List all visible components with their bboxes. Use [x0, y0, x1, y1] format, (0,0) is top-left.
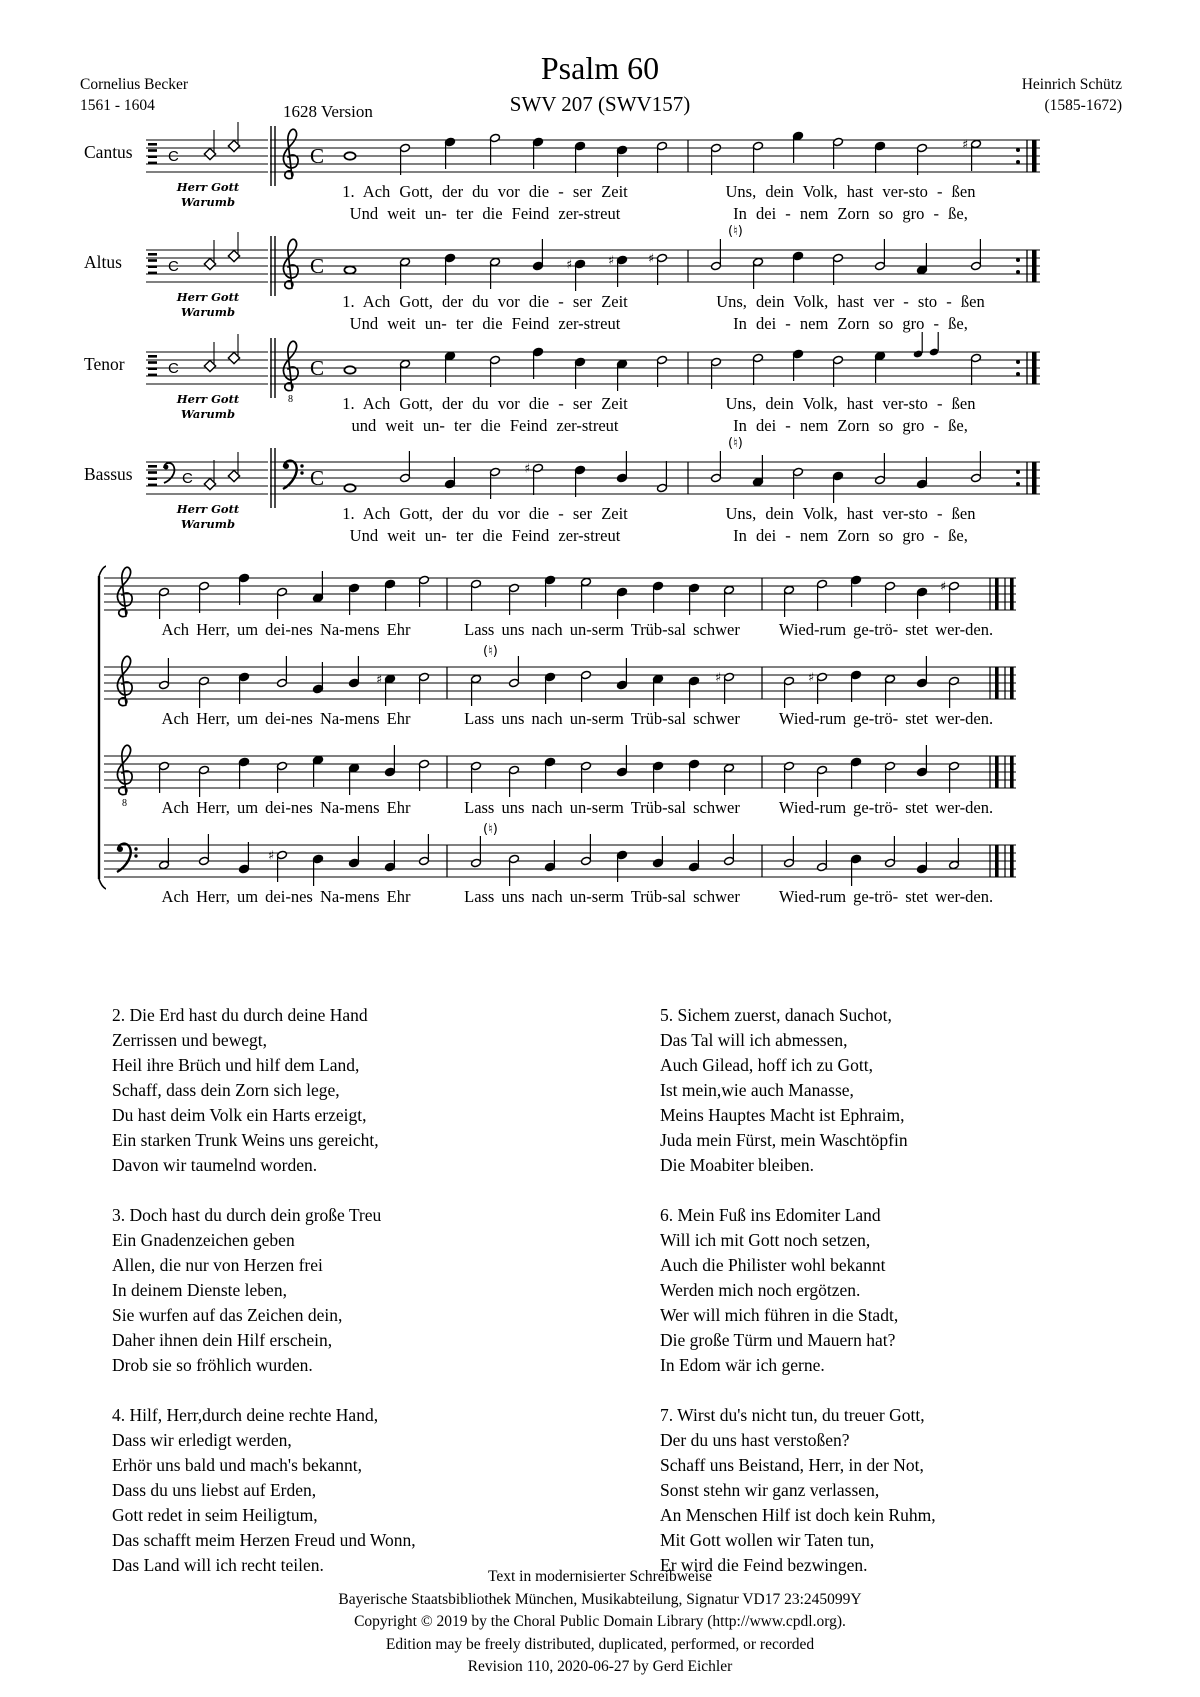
- sharp-icon: ♯: [715, 669, 722, 685]
- note-icon: [875, 453, 886, 485]
- sharp-icon: ♯: [808, 669, 815, 685]
- note-icon: [875, 239, 886, 271]
- note-icon: [724, 834, 735, 866]
- note-icon: [833, 355, 844, 387]
- note-icon: [653, 674, 664, 706]
- page-subtitle: SWV 207 (SWV157): [509, 92, 691, 116]
- verse-line: An Menschen Hilf ist doch kein Ruhm,: [660, 1505, 936, 1525]
- note-icon: [784, 836, 795, 868]
- voice-label: Tenor: [84, 354, 125, 374]
- lyric-segment: Ach Herr, um dei-nes Na-mens Ehr: [161, 887, 411, 906]
- lyric-segment: und weit un- ter die Feind zer-streut: [351, 416, 619, 435]
- note-icon: [419, 759, 430, 791]
- verse-line: Das schafft meim Herzen Freud und Wonn,: [112, 1530, 416, 1550]
- note-icon: [471, 579, 482, 611]
- note-icon: [509, 656, 520, 688]
- treble-clef-icon: [117, 656, 132, 705]
- verse-line: Schaff uns Beistand, Herr, in der Not,: [660, 1455, 924, 1475]
- note-icon: [419, 834, 430, 866]
- incipit-fence: [148, 253, 157, 256]
- mensuration-sign: C: [168, 360, 179, 377]
- incipit-caption-line: Herr Gott: [176, 392, 240, 406]
- verse-line: Zerrissen und bewegt,: [112, 1030, 268, 1050]
- incipit-fence: [148, 272, 157, 275]
- mensuration-sign: C: [182, 470, 193, 487]
- note-icon: [385, 579, 396, 611]
- lyric-segment: 1. Ach Gott, der du vor die - ser Zeit: [342, 182, 628, 201]
- verse-line: In deinem Dienste leben,: [112, 1280, 287, 1300]
- incipit-fence: [148, 465, 157, 468]
- note-icon: [199, 765, 210, 797]
- verse-line: Daher ihnen dein Hilf erschein,: [112, 1330, 333, 1350]
- verse-line: Mit Gott wollen wir Taten tun,: [660, 1530, 875, 1550]
- incipit-fence: [148, 361, 157, 364]
- voice-label: Bassus: [84, 464, 133, 484]
- voice-row-bassus: [0, 436, 1200, 556]
- verse-line: 7. Wirst du's nicht tun, du treuer Gott,: [660, 1405, 925, 1425]
- note-icon: [400, 359, 411, 391]
- verse: [112, 1403, 416, 1578]
- lyric-segment: Lass uns nach un-serm Trüb-sal schwer: [464, 620, 740, 639]
- note-icon: [617, 451, 628, 483]
- note-icon: [971, 353, 982, 385]
- note-icon: [917, 143, 928, 175]
- incipit-caption-line: Warumb: [181, 195, 235, 209]
- note-icon: [617, 587, 628, 619]
- poet-dates: 1561 - 1604: [80, 97, 155, 114]
- note-icon: [917, 656, 928, 688]
- note-icon: [400, 143, 411, 175]
- note-icon: [875, 351, 886, 383]
- time-signature: C: [310, 254, 325, 278]
- verse-line: Sie wurfen auf das Zeichen dein,: [112, 1305, 343, 1325]
- mensuration-sign: C: [168, 258, 179, 275]
- verse: [660, 1203, 936, 1378]
- incipit-fence: [148, 477, 157, 480]
- note-icon: [376, 672, 395, 707]
- octave-8-mark: 8: [122, 798, 127, 809]
- natural-mark: (♮): [728, 224, 743, 239]
- note-icon: [533, 347, 544, 379]
- lyric-segment: Lass uns nach un-serm Trüb-sal schwer: [464, 798, 740, 817]
- bass-clef-icon: [283, 461, 304, 489]
- note-icon: [949, 838, 960, 870]
- incipit-caption-line: Warumb: [181, 407, 235, 421]
- lyric-segment: Uns, dein Volk, hast ver-sto - ßen: [725, 182, 976, 201]
- note-icon: [509, 765, 520, 797]
- footer-line: Bayerische Staatsbibliothek München, Musikabteilung, Signatur VD17 23:245099Y: [338, 1590, 862, 1608]
- voice-row-tenor: [0, 330, 1200, 446]
- lyric-segment: Wied-rum ge-trö- stet wer-den.: [778, 798, 994, 817]
- note-icon: [962, 137, 981, 172]
- verse-line: Ein Gnadenzeichen geben: [112, 1230, 295, 1250]
- verse-line: Dass du uns liebst auf Erden,: [112, 1480, 317, 1500]
- verse-line: Dass wir erledigt werden,: [112, 1430, 292, 1450]
- footer-line: Revision 110, 2020-06-27 by Gerd Eichler: [467, 1658, 733, 1675]
- time-signature: C: [310, 356, 325, 380]
- lyric-segment: Wied-rum ge-trö- stet wer-den.: [778, 887, 994, 906]
- lyric-segment: Ach Herr, um dei-nes Na-mens Ehr: [161, 620, 411, 639]
- verse-line: Davon wir taumelnd worden.: [112, 1155, 318, 1175]
- verse-line: Die Moabiter bleiben.: [660, 1155, 815, 1175]
- verse-line: Drob sie so fröhlich wurden.: [112, 1355, 313, 1375]
- treble-clef-icon: [283, 341, 298, 405]
- note-icon: [689, 759, 700, 791]
- note-icon: [385, 745, 396, 777]
- sharp-icon: ♯: [268, 847, 275, 863]
- bass-clef-icon: [117, 844, 138, 872]
- note-icon: [971, 451, 982, 483]
- incipit-fence: [148, 484, 157, 487]
- note-icon: [239, 842, 250, 874]
- note-icon: [159, 838, 170, 870]
- note-icon: [509, 854, 520, 886]
- verse: [660, 1403, 936, 1578]
- voice-label: Altus: [84, 252, 122, 272]
- page-title: Psalm 60: [540, 50, 660, 86]
- note-icon: [159, 587, 170, 619]
- note-icon: [753, 257, 764, 289]
- note-icon: [940, 579, 959, 614]
- lyric-segment: Lass uns nach un-serm Trüb-sal schwer: [464, 887, 740, 906]
- verse-line: Juda mein Fürst, mein Waschtöpfin: [660, 1130, 908, 1150]
- verse-line: Ist mein,wie auch Manasse,: [660, 1080, 854, 1100]
- composer-name: Heinrich Schütz: [1021, 76, 1122, 93]
- voice-label: Cantus: [84, 142, 133, 162]
- verse-line: Die große Türm und Mauern hat?: [660, 1330, 896, 1350]
- note-icon: [159, 658, 170, 690]
- note-icon: [949, 676, 960, 708]
- note-icon: [724, 585, 735, 617]
- verse-line: Allen, die nur von Herzen frei: [112, 1255, 323, 1275]
- note-icon: [349, 656, 360, 688]
- note-icon: [913, 332, 939, 358]
- lyric-segment: Uns, dein Volk, hast ver-sto - ßen: [725, 504, 976, 523]
- treble-clef-icon: [117, 567, 132, 616]
- note-icon: [885, 836, 896, 868]
- second-system: [0, 556, 1200, 926]
- time-signature: C: [310, 466, 325, 490]
- verse-line: Auch die Philister wohl bekannt: [660, 1255, 886, 1275]
- incipit-caption-line: Herr Gott: [176, 502, 240, 516]
- footer-line: Copyright © 2019 by the Choral Public Domain Library (http://www.cpdl.org).: [354, 1613, 846, 1630]
- footer-line: Text in modernisierter Schreibweise: [487, 1568, 713, 1585]
- natural-mark: (♮): [483, 644, 498, 659]
- lyric-segment: Und weit un- ter die Feind zer-streut: [349, 526, 621, 545]
- lyric-segment: Ach Herr, um dei-nes Na-mens Ehr: [161, 798, 411, 817]
- note-icon: [657, 355, 668, 387]
- note-icon: [277, 587, 288, 619]
- lyric-segment: Wied-rum ge-trö- stet wer-den.: [778, 620, 994, 639]
- treble-clef-icon: [283, 129, 298, 178]
- lyric-segment: In dei - nem Zorn so gro - ße,: [733, 204, 968, 223]
- note-icon: [581, 834, 592, 866]
- mensuration-sign: C: [168, 148, 179, 165]
- incipit-fence: [148, 259, 157, 262]
- verse-line: Ein starken Trunk Weins uns gereicht,: [112, 1130, 379, 1150]
- note-icon: [581, 670, 592, 702]
- incipit-caption: [148, 290, 268, 320]
- note-icon: [784, 676, 795, 708]
- verse-line: In Edom wär ich gerne.: [660, 1355, 825, 1375]
- note-icon: [851, 757, 862, 789]
- note-icon: [851, 670, 862, 702]
- lyric-segment: 1. Ach Gott, der du vor die - ser Zeit: [342, 504, 628, 523]
- incipit-fence: [148, 374, 157, 377]
- verse: [112, 1203, 416, 1378]
- verse-line: Werden mich noch ergötzen.: [660, 1280, 861, 1300]
- note-icon: [471, 674, 482, 706]
- incipit-fence: [148, 265, 157, 268]
- sharp-icon: ♯: [566, 256, 573, 272]
- note-icon: [753, 353, 764, 385]
- verse-line: Will ich mit Gott noch setzen,: [660, 1230, 871, 1250]
- note-icon: [239, 573, 250, 605]
- note-icon: [971, 239, 982, 271]
- note-icon: [344, 152, 355, 159]
- note-icon: [199, 676, 210, 708]
- note-icon: [533, 239, 544, 271]
- incipit-fence: [148, 162, 157, 165]
- note-icon: [400, 257, 411, 289]
- note-icon: [349, 836, 360, 868]
- note-icon: [199, 834, 210, 866]
- voice-row-altus: [0, 224, 1200, 344]
- natural-mark: (♮): [728, 436, 743, 451]
- octave-8-mark: 8: [288, 394, 293, 405]
- incipit-caption-line: Herr Gott: [176, 290, 240, 304]
- verse-line: Schaff, dass dein Zorn sich lege,: [112, 1080, 340, 1100]
- note-icon: [689, 676, 700, 708]
- note-icon: [490, 133, 501, 165]
- lyric-segment: Uns, dein Volk, hast ver-sto - ßen: [725, 394, 976, 413]
- treble-clef-icon: [283, 239, 298, 288]
- sharp-icon: ♯: [608, 252, 615, 268]
- sharp-icon: ♯: [524, 460, 531, 476]
- lyric-segment: Ach Herr, um dei-nes Na-mens Ehr: [161, 709, 411, 728]
- note-icon: [313, 755, 324, 787]
- note-icon: [793, 251, 804, 283]
- note-icon: [344, 484, 355, 491]
- verse-line: Das Land will ich recht teilen.: [112, 1555, 324, 1575]
- incipit-caption: [148, 502, 268, 532]
- note-icon: [833, 471, 844, 503]
- incipit-fence: [148, 471, 157, 474]
- footer-line: Edition may be freely distributed, duplicated, performed, or recorded: [385, 1635, 815, 1653]
- verse: [660, 1003, 936, 1178]
- note-icon: [349, 763, 360, 795]
- lyric-segment: Uns, dein Volk, hast ver - sto - ßen: [716, 292, 985, 311]
- note-icon: [344, 366, 355, 373]
- note-icon: [344, 266, 355, 273]
- note-icon: [711, 451, 722, 483]
- lyric-segment: Und weit un- ter die Feind zer-streut: [349, 204, 621, 223]
- note-icon: [648, 251, 667, 286]
- note-icon: [793, 131, 804, 163]
- note-icon: [445, 351, 456, 383]
- verse-column-right: [660, 1003, 936, 1603]
- time-signature: C: [310, 144, 325, 168]
- verse-column-left: [112, 1003, 416, 1603]
- sharp-icon: ♯: [376, 671, 383, 687]
- voice-row-cantus: [0, 118, 1200, 234]
- verse: [112, 1003, 416, 1178]
- note-icon: [833, 253, 844, 285]
- incipit-fence: [148, 149, 157, 152]
- verse-line: Heil ihre Brüch und hilf dem Land,: [112, 1055, 360, 1075]
- incipit-caption-line: Herr Gott: [176, 180, 240, 194]
- note-icon: [885, 581, 896, 613]
- incipit-fence: [148, 155, 157, 158]
- verse-line: 6. Mein Fuß ins Edomiter Land: [660, 1205, 881, 1225]
- sharp-icon: ♯: [940, 578, 947, 594]
- note-icon: [581, 577, 592, 609]
- note-icon: [575, 465, 586, 497]
- note-icon: [490, 257, 501, 289]
- note-icon: [471, 836, 482, 868]
- verse-line: Erhör uns bald und mach's bekannt,: [112, 1455, 363, 1475]
- lyric-segment: In dei - nem Zorn so gro - ße,: [733, 526, 968, 545]
- note-icon: [575, 141, 586, 173]
- note-icon: [657, 461, 668, 493]
- lyric-segment: Lass uns nach un-serm Trüb-sal schwer: [464, 709, 740, 728]
- verse-line: Sonst stehn wir ganz verlassen,: [660, 1480, 880, 1500]
- lyric-segment: 1. Ach Gott, der du vor die - ser Zeit: [342, 292, 628, 311]
- verse-line: Wer will mich führen in die Stadt,: [660, 1305, 899, 1325]
- poet-name: Cornelius Becker: [80, 76, 189, 93]
- verse-line: Das Tal will ich abmessen,: [660, 1030, 848, 1050]
- note-icon: [617, 658, 628, 690]
- verse-line: Der du uns hast verstoßen?: [660, 1430, 850, 1450]
- note-icon: [445, 253, 456, 285]
- incipit-fence: [148, 355, 157, 358]
- lyric-segment: In dei - nem Zorn so gro - ße,: [733, 416, 968, 435]
- verse-line: 2. Die Erd hast du durch deine Hand: [112, 1005, 368, 1025]
- note-icon: [711, 143, 722, 175]
- verse-line: 4. Hilf, Herr,durch deine rechte Hand,: [112, 1405, 379, 1425]
- incipit-fence: [148, 143, 157, 146]
- note-icon: [277, 656, 288, 688]
- incipit-caption: [148, 180, 268, 210]
- note-icon: [753, 455, 764, 487]
- note-icon: [917, 587, 928, 619]
- incipit-fence: [148, 367, 157, 370]
- note-icon: [753, 141, 764, 173]
- note-icon: [617, 745, 628, 777]
- note-icon: [617, 359, 628, 391]
- lyric-segment: In dei - nem Zorn so gro - ße,: [733, 314, 968, 333]
- composer-dates: (1585-1672): [1044, 97, 1122, 114]
- lyric-segment: Und weit un- ter die Feind zer-streut: [349, 314, 621, 333]
- verse-line: Gott redet in seim Heiligtum,: [112, 1505, 318, 1525]
- incipit-caption: [148, 392, 268, 422]
- verse-line: 5. Sichem zuerst, danach Suchot,: [660, 1005, 892, 1025]
- note-icon: [917, 745, 928, 777]
- version-label: 1628 Version: [283, 102, 373, 121]
- note-icon: [545, 757, 556, 789]
- note-icon: [784, 585, 795, 617]
- note-icon: [817, 765, 828, 797]
- lyric-segment: 1. Ach Gott, der du vor die - ser Zeit: [342, 394, 628, 413]
- note-icon: [239, 757, 250, 789]
- incipit-caption-line: Warumb: [181, 517, 235, 531]
- note-icon: [313, 571, 324, 603]
- note-icon: [917, 243, 928, 275]
- note-icon: [875, 141, 886, 173]
- verse-line: 3. Doch hast du durch dein große Treu: [112, 1205, 382, 1225]
- verse-line: Er wird die Feind bezwingen.: [660, 1555, 868, 1575]
- incipit-caption-line: Warumb: [181, 305, 235, 319]
- note-icon: [657, 141, 668, 173]
- note-icon: [724, 763, 735, 795]
- note-icon: [817, 579, 828, 611]
- verse-line: Auch Gilead, hoff ich zu Gott,: [660, 1055, 874, 1075]
- note-icon: [653, 836, 664, 868]
- note-icon: [653, 581, 664, 613]
- sharp-icon: ♯: [648, 250, 655, 266]
- lyric-segment: Wied-rum ge-trö- stet wer-den.: [778, 709, 994, 728]
- verse-line: Meins Hauptes Macht ist Ephraim,: [660, 1105, 905, 1125]
- verse-line: Du hast deim Volk ein Harts erzeigt,: [112, 1105, 367, 1125]
- note-icon: [851, 854, 862, 886]
- note-icon: [400, 451, 411, 483]
- note-icon: [313, 854, 324, 886]
- note-icon: [490, 355, 501, 387]
- natural-mark: (♮): [483, 822, 498, 837]
- sharp-icon: ♯: [962, 136, 969, 152]
- note-icon: [885, 674, 896, 706]
- note-icon: [711, 239, 722, 271]
- note-icon: [917, 842, 928, 874]
- note-icon: [199, 581, 210, 613]
- footer: [0, 1566, 1200, 1679]
